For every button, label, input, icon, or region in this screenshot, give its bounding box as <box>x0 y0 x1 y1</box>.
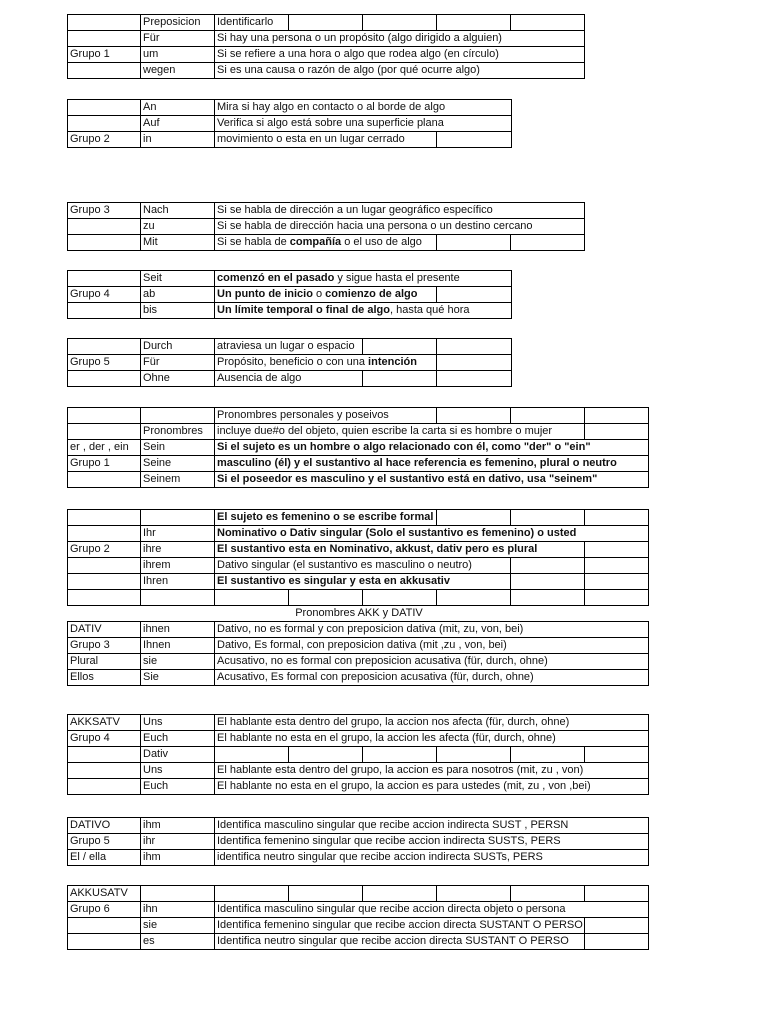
word-cell: Pronombres <box>141 424 215 440</box>
table-row <box>68 355 512 371</box>
group-cell: Grupo 1 <box>68 456 141 472</box>
group-cell <box>68 371 141 387</box>
table-row <box>68 408 649 424</box>
table-row <box>68 456 649 472</box>
table-row <box>68 590 649 606</box>
desc-cell: El sustantivo esta en Nominativo, akkust, dativ pero es plural <box>215 542 585 558</box>
desc-cell: El sujeto es femenino o se escribe formal <box>215 510 437 526</box>
group-cell <box>68 116 141 132</box>
desc-cell: identifica neutro singular que recibe accion indirecta SUSTs, PERS <box>215 850 649 866</box>
word-cell: Seit <box>141 271 215 287</box>
group-cell: Grupo 1 <box>68 47 141 63</box>
table-row <box>68 902 649 918</box>
desc-cell: Identificarlo <box>215 15 289 31</box>
group-cell <box>68 934 141 950</box>
word-cell: Ihnen <box>141 638 215 654</box>
word-cell: ihm <box>141 818 215 834</box>
table-row <box>68 834 649 850</box>
table-row <box>68 934 649 950</box>
table-row <box>68 287 512 303</box>
desc-cell: El hablante no esta en el grupo, la accion es para ustedes (mit, zu , von ,bei) <box>215 779 649 795</box>
word-cell: zu <box>141 219 215 235</box>
word-cell: Ohne <box>141 371 215 387</box>
table-row <box>68 715 649 731</box>
table-row <box>68 622 649 638</box>
table-row <box>68 15 585 31</box>
word-cell: Sie <box>141 670 215 686</box>
table-row <box>68 303 512 319</box>
word-cell: bis <box>141 303 215 319</box>
desc-cell: El hablante no esta en el grupo, la accion les afecta (für, durch, ohne) <box>215 731 649 747</box>
word-cell: Seine <box>141 456 215 472</box>
table-row <box>68 339 512 355</box>
desc-cell: comenzó en el pasado y sigue hasta el presente <box>215 271 512 287</box>
table-pronouns-group-2 <box>67 509 649 686</box>
word-cell: Uns <box>141 763 215 779</box>
desc-cell: Pronombres personales y poseivos <box>215 408 437 424</box>
group-cell <box>68 526 141 542</box>
word-cell <box>141 886 215 902</box>
word-cell <box>141 408 215 424</box>
word-cell: Seinem <box>141 472 215 488</box>
desc-cell: Dativo, no es formal y con preposicion dativa (mit, zu, von, bei) <box>215 622 649 638</box>
table-row <box>68 271 512 287</box>
word-cell: Auf <box>141 116 215 132</box>
group-cell: Grupo 6 <box>68 902 141 918</box>
word-cell: wegen <box>141 63 215 79</box>
desc-cell: Identifica femenino singular que recibe accion indirecta SUSTS, PERS <box>215 834 649 850</box>
desc-cell: movimiento o esta en un lugar cerrado <box>215 132 437 148</box>
table-row <box>68 219 585 235</box>
group-cell: Grupo 2 <box>68 132 141 148</box>
group-cell: Grupo 5 <box>68 355 141 371</box>
desc-cell: Identifica masculino singular que recibe accion directa objeto o persona <box>215 902 649 918</box>
group-cell <box>68 31 141 47</box>
group-cell <box>68 303 141 319</box>
table-row <box>68 886 649 902</box>
desc-cell: Identifica masculino singular que recibe accion indirecta SUST , PERSN <box>215 818 649 834</box>
group-cell <box>68 63 141 79</box>
group-cell: Grupo 5 <box>68 834 141 850</box>
word-cell: ihnen <box>141 622 215 638</box>
desc-cell: atraviesa un lugar o espacio <box>215 339 363 355</box>
group-cell <box>68 271 141 287</box>
word-cell: ihre <box>141 542 215 558</box>
table-row <box>68 850 649 866</box>
table-row <box>68 670 649 686</box>
table-row <box>68 472 649 488</box>
group-cell: DATIV <box>68 622 141 638</box>
word-cell <box>141 510 215 526</box>
desc-cell: Identifica neutro singular que recibe accion directa SUSTANT O PERSO <box>215 934 585 950</box>
group-cell <box>68 424 141 440</box>
table-row <box>68 132 512 148</box>
table-pronouns-group-4 <box>67 714 649 795</box>
word-cell: Für <box>141 31 215 47</box>
group-cell <box>68 339 141 355</box>
group-cell: AKKUSATV <box>68 886 141 902</box>
word-cell: An <box>141 100 215 116</box>
table-row <box>68 779 649 795</box>
table-row <box>68 116 512 132</box>
desc-cell: Dativo singular (el sustantivo es masculino o neutro) <box>215 558 511 574</box>
word-cell: Sein <box>141 440 215 456</box>
table-row <box>68 510 649 526</box>
group-cell: Grupo 4 <box>68 731 141 747</box>
table-row <box>68 31 585 47</box>
table-row <box>68 763 649 779</box>
group-cell: Grupo 3 <box>68 203 141 219</box>
desc-cell: masculino (él) y el sustantivo al hace referencia es femenino, plural o neutro <box>215 456 649 472</box>
group-cell: Grupo 2 <box>68 542 141 558</box>
desc-cell: Acusativo, no es formal con preposicion acusativa (für, durch, ohne) <box>215 654 649 670</box>
group-cell <box>68 558 141 574</box>
desc-cell: Un límite temporal o final de algo, hasta qué hora <box>215 303 512 319</box>
desc-cell: El sustantivo es singular y esta en akkusativ <box>215 574 511 590</box>
group-cell <box>68 100 141 116</box>
table-pronouns-group-5 <box>67 817 649 866</box>
desc-cell: Si el poseedor es masculino y el sustantivo está en dativo, usa "seinem" <box>215 472 649 488</box>
desc-cell: Si hay una persona o un propósito (algo dirigido a alguien) <box>215 31 585 47</box>
group-cell <box>68 779 141 795</box>
group-cell <box>68 408 141 424</box>
table-row <box>68 63 585 79</box>
table-prepositions-group-1 <box>67 14 585 79</box>
table-prepositions-group-4 <box>67 270 512 319</box>
table-row <box>68 542 649 558</box>
group-cell <box>68 763 141 779</box>
table-pronouns-group-6 <box>67 885 649 950</box>
word-cell: Für <box>141 355 215 371</box>
group-cell <box>68 918 141 934</box>
group-cell: El / ella <box>68 850 141 866</box>
word-cell: Nach <box>141 203 215 219</box>
word-cell: Dativ <box>141 747 215 763</box>
desc-cell: Si se habla de compañía o el uso de algo <box>215 235 437 251</box>
desc-cell: Si el sujeto es un hombre o algo relacionado con él, como "der" o "ein" <box>215 440 649 456</box>
group-cell <box>68 235 141 251</box>
table-row <box>68 638 649 654</box>
desc-cell: Dativo, Es formal, con preposicion dativa (mit ,zu , von, bei) <box>215 638 649 654</box>
desc-cell: El hablante esta dentro del grupo, la accion nos afecta (für, durch, ohne) <box>215 715 649 731</box>
word-cell: Euch <box>141 731 215 747</box>
group-cell: DATIVO <box>68 818 141 834</box>
desc-cell: Nominativo o Dativ singular (Solo el sustantivo es femenino) o usted <box>215 526 649 542</box>
desc-cell: Si se habla de dirección hacia una persona o un destino cercano <box>215 219 585 235</box>
table-row <box>68 818 649 834</box>
word-cell: Durch <box>141 339 215 355</box>
table-row <box>68 47 585 63</box>
word-cell: ihrem <box>141 558 215 574</box>
desc-cell: Si se habla de dirección a un lugar geográfico específico <box>215 203 585 219</box>
table-row <box>68 371 512 387</box>
desc-cell: Mira si hay algo en contacto o al borde de algo <box>215 100 512 116</box>
word-cell: Preposicion <box>141 15 215 31</box>
desc-cell: Acusativo, Es formal con preposicion acusativa (für, durch, ohne) <box>215 670 649 686</box>
group-cell: Grupo 3 <box>68 638 141 654</box>
desc-cell: Un punto de inicio o comienzo de algo <box>215 287 437 303</box>
word-cell: Ihren <box>141 574 215 590</box>
word-cell: sie <box>141 654 215 670</box>
desc-cell: Ausencia de algo <box>215 371 363 387</box>
table-row <box>68 574 649 590</box>
table-prepositions-group-3 <box>67 202 585 251</box>
word-cell: Uns <box>141 715 215 731</box>
word-cell: um <box>141 47 215 63</box>
table-row <box>68 100 512 116</box>
word-cell: ab <box>141 287 215 303</box>
group-cell <box>68 510 141 526</box>
word-cell: Euch <box>141 779 215 795</box>
group-cell: Grupo 4 <box>68 287 141 303</box>
table-row <box>68 747 649 763</box>
table-prepositions-group-2 <box>67 99 512 148</box>
table-row <box>68 203 585 219</box>
group-cell: Ellos <box>68 670 141 686</box>
word-cell: ihn <box>141 902 215 918</box>
word-cell: ihr <box>141 834 215 850</box>
desc-cell: El hablante esta dentro del grupo, la accion es para nosotros (mit, zu , von) <box>215 763 649 779</box>
table-row <box>68 440 649 456</box>
word-cell: Ihr <box>141 526 215 542</box>
word-cell: sie <box>141 918 215 934</box>
table-row <box>68 606 649 622</box>
table-prepositions-group-5 <box>67 338 512 387</box>
desc-cell: Verifica si algo está sobre una superficie plana <box>215 116 512 132</box>
table-row <box>68 918 649 934</box>
table-pronouns-group-1 <box>67 407 649 488</box>
table-row <box>68 558 649 574</box>
group-cell <box>68 472 141 488</box>
word-cell: ihm <box>141 850 215 866</box>
table-row <box>68 526 649 542</box>
group-cell: Plural <box>68 654 141 670</box>
word-cell: in <box>141 132 215 148</box>
desc-cell: Propósito, beneficio o con una intención <box>215 355 437 371</box>
table-row <box>68 235 585 251</box>
group-cell <box>68 747 141 763</box>
table-row <box>68 654 649 670</box>
desc-cell: incluye due#o del objeto, quien escribe la carta si es hombre o mujer <box>215 424 585 440</box>
group-cell <box>68 219 141 235</box>
word-cell: es <box>141 934 215 950</box>
group-cell: AKKSATV <box>68 715 141 731</box>
word-cell: Mit <box>141 235 215 251</box>
group-cell: er , der , ein <box>68 440 141 456</box>
desc-cell: Si es una causa o razón de algo (por qué ocurre algo) <box>215 63 585 79</box>
table-row <box>68 424 649 440</box>
desc-cell: Si se refiere a una hora o algo que rodea algo (en círculo) <box>215 47 585 63</box>
section-title: Pronombres AKK y DATIV <box>68 606 649 622</box>
table-row <box>68 731 649 747</box>
group-cell <box>68 15 141 31</box>
desc-cell: Identifica femenino singular que recibe accion directa SUSTANT O PERSO <box>215 918 585 934</box>
group-cell <box>68 574 141 590</box>
